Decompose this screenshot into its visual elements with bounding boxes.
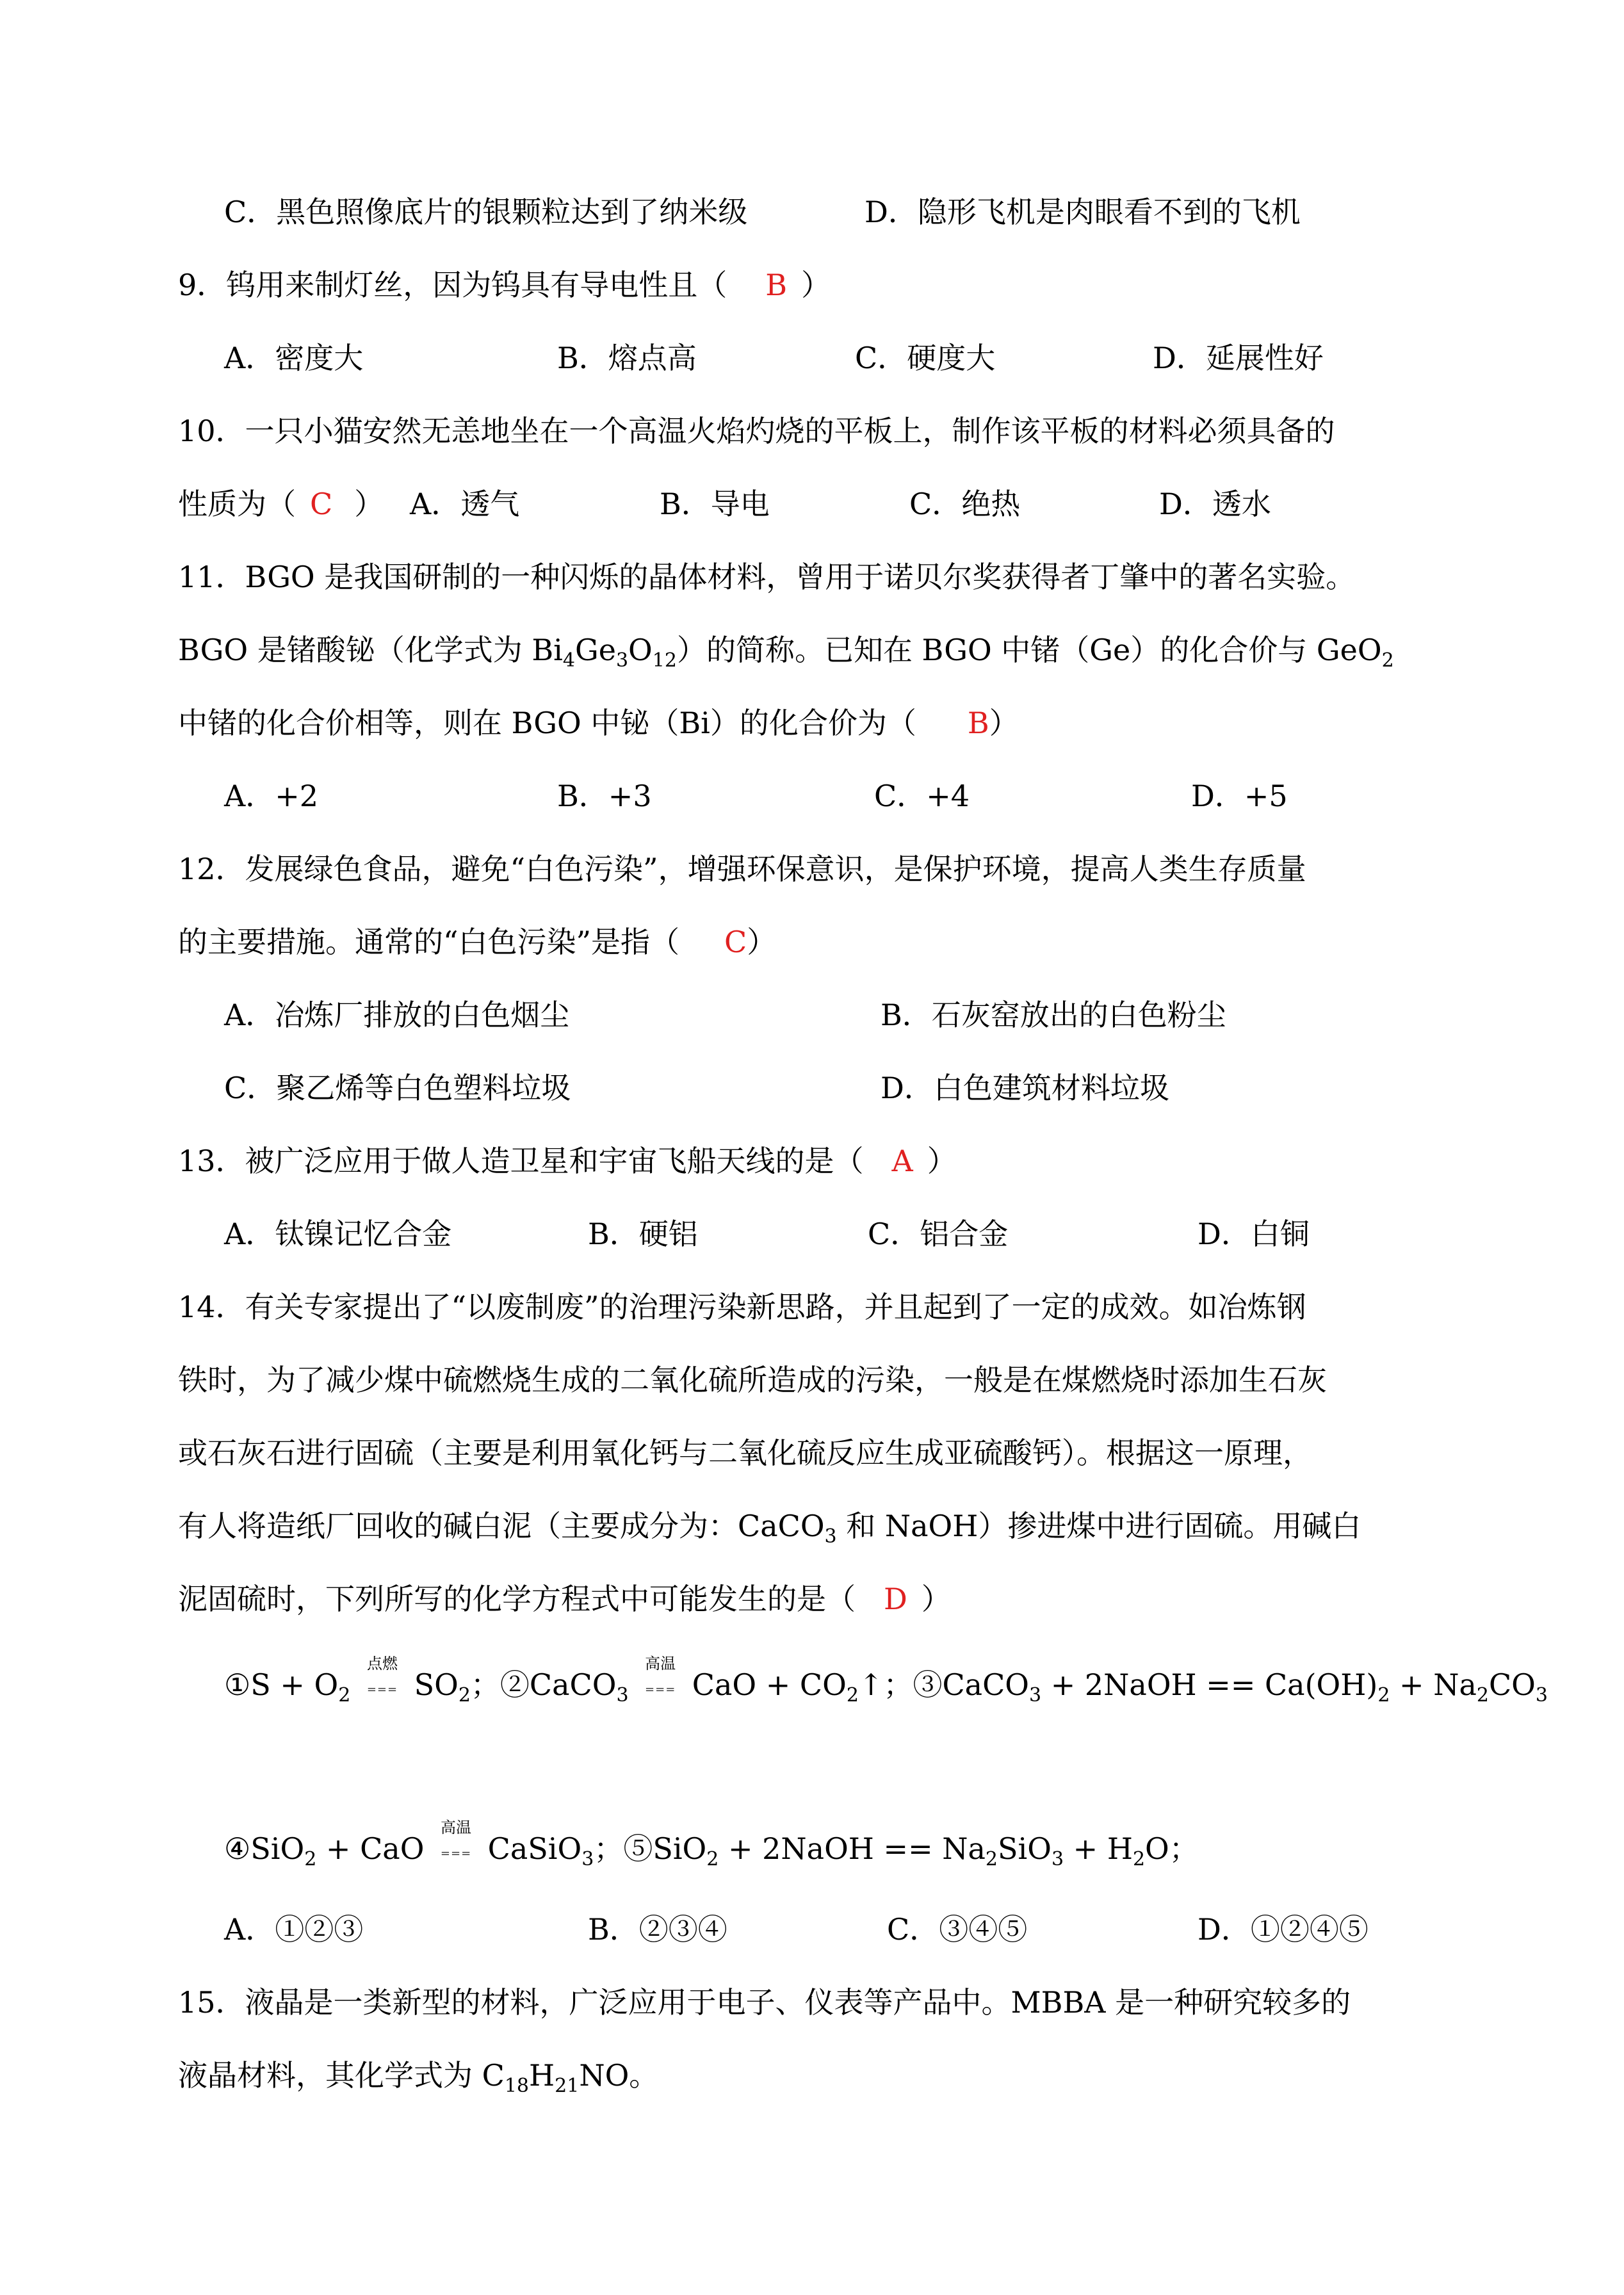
q15-h-subscript: 21	[555, 2075, 580, 2097]
q11-formula-text: BGO 是锗酸铋（化学式为 Bi	[178, 633, 563, 667]
q11-stem	[178, 708, 1019, 738]
q14-stem-line2: 铁时，为了减少煤中硫燃烧生成的二氧化硫所造成的污染，一般是在煤燃烧时添加生石灰	[178, 1363, 1327, 1397]
eq4-cao: + CaO	[316, 1831, 425, 1866]
q15-line2-end: NO。	[579, 2058, 659, 2093]
eq1-so2-subscript: 2	[458, 1684, 471, 1707]
q15-line2-text: 液晶材料，其化学式为 C	[178, 2058, 505, 2093]
eq3-caoh2-subscript: 2	[1377, 1684, 1390, 1707]
eq2-condition-sign: ===	[645, 1683, 676, 1696]
q8-option-c: C．黑色照像底片的银颗粒达到了纳米级	[224, 195, 748, 229]
eq3-na2-subscript: 2	[1476, 1684, 1489, 1707]
eq3-caco3-subscript: 3	[1029, 1684, 1042, 1707]
q11-stem-line1: 11．BGO 是我国研制的一种闪烁的晶体材料，曾用于诺贝尔奖获得者丁肇中的著名实验。	[178, 560, 1356, 594]
q10-stem-line1: 10．一只小猫安然无恙地坐在一个高温火焰灼烧的平板上，制作该平板的材料必须具备的	[178, 414, 1335, 448]
eq1-o2-subscript: 2	[338, 1684, 351, 1707]
q12-stem-line1: 12．发展绿色食品，避免“白色污染”，增强环保意识，是保护环境，提高人类生存质量	[178, 852, 1306, 886]
q12-option-c: C．聚乙烯等白色塑料垃圾	[224, 1071, 571, 1105]
q9-answer: B	[765, 268, 788, 302]
eq1-condition	[360, 1655, 405, 1702]
eq2-left: ；②CaCO	[470, 1667, 617, 1702]
q10-stem-text: 性质为（	[178, 487, 296, 521]
q10-stem	[178, 489, 384, 519]
q15-c-subscript: 18	[504, 2075, 530, 2097]
q14-option-d: D．①②④⑤	[1198, 1912, 1368, 1947]
q15-h: H	[529, 2058, 555, 2093]
q14-stem-close: ）	[921, 1582, 951, 1616]
q14-stem-text: 泥固硫时，下列所写的化学方程式中可能发生的是（	[178, 1582, 856, 1616]
q14-option-a: A．①②③	[224, 1912, 364, 1947]
eq5-sio3: SiO	[998, 1831, 1052, 1866]
q14-option-b: B．②③④	[588, 1912, 727, 1947]
q13-option-b: B．硬铝	[588, 1217, 698, 1251]
q9-option-b: B．熔点高	[557, 341, 697, 375]
q10-option-b: B．导电	[660, 487, 770, 521]
q14-stem-line3: 或石灰石进行固硫（主要是利用氧化钙与二氧化硫反应生成亚硫酸钙）。根据这一原理，	[178, 1436, 1312, 1470]
eq5-h2o-subscript: 2	[1132, 1848, 1146, 1870]
eq2-right: CaO + CO	[692, 1667, 847, 1702]
q14-answer: D	[884, 1582, 907, 1616]
eq2-condition-label: 高温	[645, 1655, 676, 1673]
q15-stem-line1: 15．液晶是一类新型的材料，广泛应用于电子、仪表等产品中。MBBA 是一种研究较多的	[178, 1985, 1351, 2020]
q15-stem-line2	[178, 2058, 659, 2097]
q10-option-c: C．绝热	[909, 487, 1021, 521]
eq3-na: + Na	[1390, 1667, 1477, 1702]
q13-option-d: D．白铜	[1198, 1217, 1310, 1251]
q11-answer: B	[967, 706, 989, 740]
q14-stem-line4	[178, 1509, 1361, 1548]
q11-stem-close: ）	[989, 706, 1019, 740]
q11-stem-text: 中锗的化合价相等，则在 BGO 中铋（Bi）的化合价为（	[178, 706, 916, 740]
eq4-casio3-subscript: 3	[581, 1848, 594, 1870]
q10-option-d: D．透水	[1159, 487, 1271, 521]
q10-option-a: A．透气	[410, 487, 520, 521]
eq3-mid: + 2NaOH == Ca(OH)	[1041, 1667, 1378, 1702]
eq1-right: SO	[414, 1667, 459, 1702]
eq3-co3-subscript: 3	[1535, 1684, 1548, 1707]
q13-option-a: A．钛镍记忆合金	[224, 1217, 452, 1251]
q11-option-d: D．+5	[1191, 779, 1288, 813]
q10-stem-close: ）	[354, 487, 384, 521]
q14-option-c: C．③④⑤	[887, 1912, 1028, 1947]
eq1-left: ①S + O	[224, 1667, 339, 1702]
eq4-condition-sign: ===	[440, 1847, 472, 1860]
q12-option-a: A．冶炼厂排放的白色烟尘	[224, 998, 570, 1032]
q11-ge-subscript: 3	[615, 649, 629, 672]
q9-stem	[178, 270, 831, 300]
eq1-condition-label: 点燃	[366, 1655, 398, 1673]
q11-geo2-subscript: 2	[1381, 649, 1394, 672]
q12-answer: C	[724, 925, 747, 959]
q9-stem-close: ）	[801, 268, 831, 302]
q9-option-a: A．密度大	[224, 341, 364, 375]
eq1-condition-sign: ===	[366, 1683, 398, 1696]
q14-line4-text: 有人将造纸厂回收的碱白泥（主要成分为：CaCO	[178, 1509, 825, 1543]
q14-equations-line1	[224, 1655, 1548, 1707]
q9-stem-text: 9．钨用来制灯丝，因为钨具有导电性且（	[178, 268, 727, 302]
q9-option-c: C．硬度大	[855, 341, 996, 375]
q10-answer: C	[310, 487, 333, 521]
eq5-sio3-subscript: 3	[1051, 1848, 1064, 1870]
q11-o: O	[628, 633, 653, 667]
eq5-left: ；⑤SiO	[594, 1831, 707, 1866]
q8-option-d: D．隐形飞机是肉眼看不到的飞机	[865, 195, 1301, 229]
eq3-co3: CO	[1488, 1667, 1536, 1702]
q11-o-subscript: 12	[652, 649, 677, 672]
eq3-left: ↑；③CaCO	[858, 1667, 1029, 1702]
eq2-caco3-subscript: 3	[616, 1684, 629, 1707]
eq5-sio2-subscript: 2	[706, 1848, 719, 1870]
eq4-sio2-subscript: 2	[304, 1848, 317, 1870]
eq5-h: + H	[1064, 1831, 1133, 1866]
eq4-left: ④SiO	[224, 1831, 305, 1866]
q13-option-c: C．铝合金	[868, 1217, 1009, 1251]
eq4-condition	[434, 1819, 478, 1866]
q11-ge: Ge	[574, 633, 616, 667]
q13-stem	[178, 1146, 957, 1176]
q14-stem	[178, 1584, 951, 1614]
q12-stem-close: ）	[747, 925, 777, 959]
q11-bi-subscript: 4	[562, 649, 575, 672]
q12-option-d: D．白色建筑材料垃圾	[881, 1071, 1169, 1105]
q14-equations-line2	[224, 1819, 1199, 1870]
eq4-condition-label: 高温	[441, 1819, 472, 1837]
q11-stem-line2	[178, 633, 1394, 672]
q12-option-b: B．石灰窑放出的白色粉尘	[881, 998, 1226, 1032]
q12-stem	[178, 927, 776, 957]
q14-stem-line1: 14．有关专家提出了“以废制废”的治理污染新思路，并且起到了一定的成效。如冶炼钢	[178, 1290, 1306, 1324]
eq5-na2-subscript: 2	[985, 1848, 998, 1870]
q11-option-b: B．+3	[557, 779, 652, 813]
q11-line2-mid: ）的简称。已知在 BGO 中锗（Ge）的化合价与 GeO	[676, 633, 1382, 667]
q12-stem-text: 的主要措施。通常的“白色污染”是指（	[178, 925, 680, 959]
q13-stem-close: ）	[927, 1144, 957, 1178]
q13-answer: A	[891, 1144, 913, 1178]
q14-caco3-subscript: 3	[824, 1525, 837, 1548]
eq2-condition	[638, 1655, 683, 1702]
q11-option-c: C．+4	[874, 779, 970, 813]
eq2-co2-subscript: 2	[846, 1684, 859, 1707]
eq4-right: CaSiO	[487, 1831, 582, 1866]
q14-line4-rest: 和 NaOH）掺进煤中进行固硫。用碱白	[836, 1509, 1361, 1543]
eq5-end: O；	[1145, 1831, 1199, 1866]
q11-option-a: A．+2	[224, 779, 319, 813]
q9-option-d: D．延展性好	[1153, 341, 1324, 375]
eq5-mid: + 2NaOH == Na	[719, 1831, 986, 1866]
q13-stem-text: 13．被广泛应用于做人造卫星和宇宙飞船天线的是（	[178, 1144, 864, 1178]
